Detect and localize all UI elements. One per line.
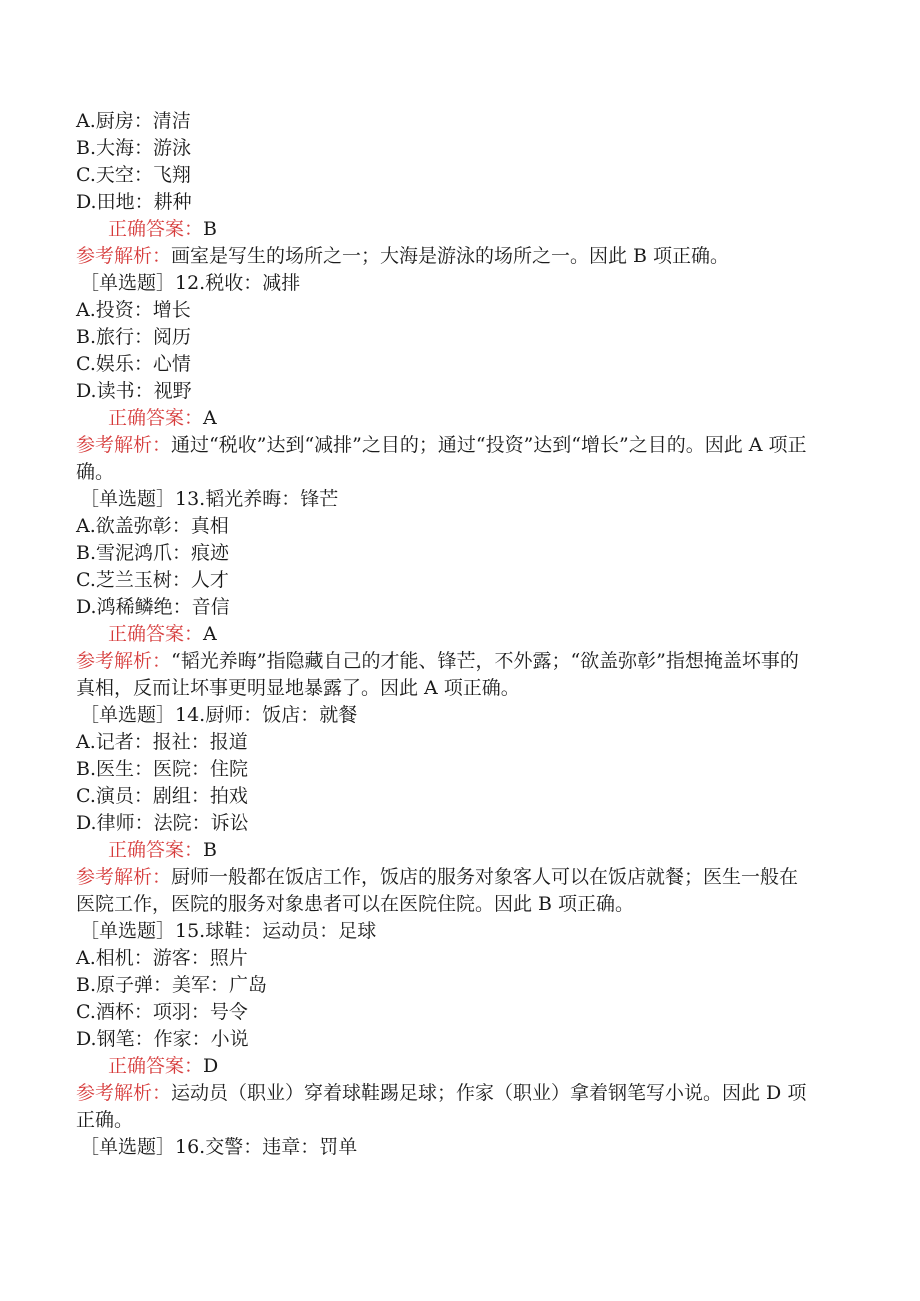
analysis-label: 参考解析： [76, 650, 172, 672]
question-stem: ［单选题］14.厨师：饭店：就餐 [80, 704, 358, 726]
analysis-label: 参考解析： [76, 1082, 172, 1104]
analysis-label: 参考解析： [76, 434, 172, 456]
option-d: D.田地：耕种 [76, 191, 192, 213]
answer-label: 正确答案： [108, 407, 204, 429]
option-c: C.酒杯：项羽：号令 [76, 1001, 248, 1023]
option-b: B.旅行：阅历 [76, 326, 192, 348]
option-a: A.相机：游客：照片 [76, 947, 248, 969]
option-d: D.鸿稀鳞绝：音信 [76, 596, 230, 618]
analysis-text: 画室是写生的场所之一；大海是游泳的场所之一。因此 B 项正确。 [171, 245, 730, 267]
option-d: D.律师：法院：诉讼 [76, 812, 249, 834]
answer-value: D [203, 1055, 219, 1077]
analysis-text: 通过“税收”达到“减排”之目的；通过“投资”达到“增长”之目的。因此 A 项正确。 [76, 434, 807, 483]
answer-line [76, 1053, 816, 1080]
answer-line [76, 216, 816, 243]
analysis-text: “韬光养晦”指隐藏自己的才能、锋芒，不外露；“欲盖弥彰”指想掩盖坏事的真相，反而让坏事更明显地暴露了。因此 A 项正确。 [76, 650, 799, 699]
answer-line [76, 837, 816, 864]
option-b: B.大海：游泳 [76, 137, 192, 159]
analysis-label: 参考解析： [76, 245, 172, 267]
answer-value: A [203, 407, 217, 429]
analysis-text: 运动员（职业）穿着球鞋踢足球；作家（职业）拿着钢笔写小说。因此 D 项正确。 [76, 1082, 807, 1131]
option-b: B.医生：医院：住院 [76, 758, 249, 780]
answer-line [76, 405, 816, 432]
option-a: A.欲盖弥彰：真相 [76, 515, 229, 537]
option-c: C.演员：剧组：拍戏 [76, 785, 248, 807]
question-stem: ［单选题］16.交警：违章：罚单 [80, 1136, 358, 1158]
option-c: C.天空：飞翔 [76, 164, 191, 186]
option-a: A.记者：报社：报道 [76, 731, 248, 753]
option-a: A.厨房：清洁 [76, 110, 191, 132]
analysis [76, 648, 816, 702]
analysis [76, 243, 816, 270]
answer-line [76, 621, 816, 648]
answer-label: 正确答案： [108, 218, 204, 240]
option-b: B.原子弹：美军：广岛 [76, 974, 268, 996]
option-d: D.读书：视野 [76, 380, 192, 402]
answer-value: B [203, 218, 217, 240]
analysis [76, 864, 816, 918]
question-stem: ［单选题］12.税收：减排 [80, 272, 301, 294]
analysis-text: 厨师一般都在饭店工作，饭店的服务对象客人可以在饭店就餐；医生一般在医院工作，医院的服务对象患者可以在医院住院。因此 B 项正确。 [76, 866, 799, 915]
option-c: C.芝兰玉树：人才 [76, 569, 229, 591]
analysis [76, 1080, 816, 1134]
option-d: D.钢笔：作家：小说 [76, 1028, 249, 1050]
answer-label: 正确答案： [108, 623, 204, 645]
question-stem: ［单选题］13.韬光养晦：锋芒 [80, 488, 339, 510]
answer-label: 正确答案： [108, 839, 204, 861]
option-a: A.投资：增长 [76, 299, 191, 321]
option-c: C.娱乐：心情 [76, 353, 191, 375]
analysis-label: 参考解析： [76, 866, 172, 888]
answer-value: B [203, 839, 217, 861]
answer-label: 正确答案： [108, 1055, 204, 1077]
answer-value: A [203, 623, 217, 645]
analysis [76, 432, 816, 486]
option-b: B.雪泥鸿爪：痕迹 [76, 542, 230, 564]
document-content [76, 108, 816, 1161]
question-stem: ［单选题］15.球鞋：运动员：足球 [80, 920, 377, 942]
